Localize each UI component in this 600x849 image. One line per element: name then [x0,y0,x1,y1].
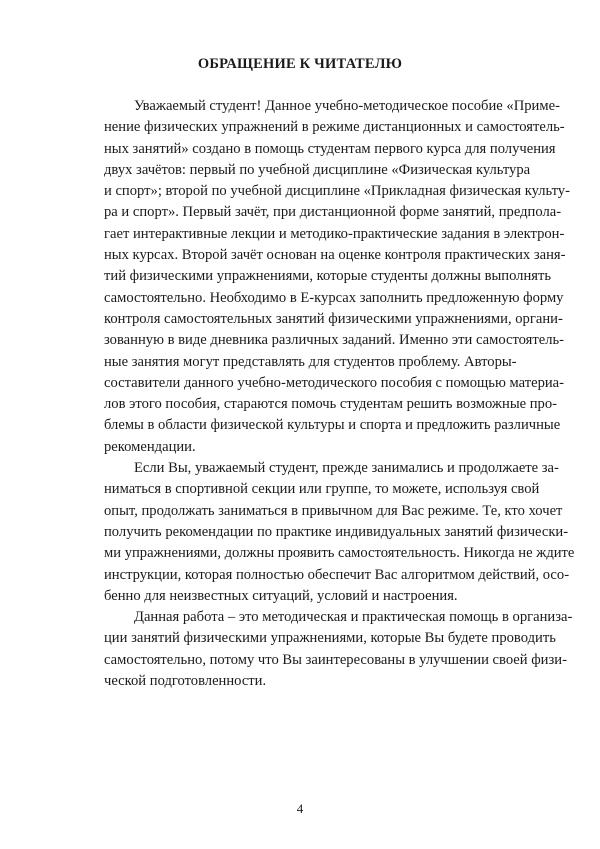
text-line: Уважаемый студент! Данное учебно-методическое пособие «Приме- [134,98,560,114]
text-line: ниматься в спортивной секции или группе, то можете, используя свой [104,481,540,498]
text-line: бенно для неизвестных ситуаций, условий и настроения. [104,587,458,604]
page-number: 4 [296,801,304,816]
text-line: ные занятия могут представлять для студентов проблему. Авторы- [104,353,517,370]
body-text [104,96,575,692]
text-line: составители данного учебно-методического пособия с помощью материа- [104,374,565,391]
text-line: ми упражнениями, должны проявить самостоятельность. Никогда не ждите [104,545,575,562]
text-line: ческой подготовленности. [104,673,267,690]
text-line: и спорт»; второй по учебной дисциплине «Прикладная физическая культу- [104,183,570,200]
text-line: рекомендации. [104,438,196,455]
text-line: зованную в виде дневника различных заданий. Именно эти самостоятель- [104,332,565,349]
text-line: нение физических упражнений в режиме дистанционных и самостоятель- [104,119,565,136]
text-line: тий физическими упражнениями, которые студенты должны выполнять [104,268,552,285]
text-line: двух зачётов: первый по учебной дисциплине «Физическая культура [104,161,531,178]
text-line: ных занятий» создано в помощь студентам первого курса для получения [104,140,556,157]
text-line: гает интерактивные лекции и методико-практические задания в электрон- [104,225,565,242]
text-line: Если Вы, уважаемый студент, прежде занимались и продолжаете за- [134,460,559,477]
paragraph-3 [104,607,573,692]
text-line: самостоятельно, потому что Вы заинтересованы в улучшении своей физи- [104,651,567,668]
text-line: получить рекомендации по практике индивидуальных занятий физически- [104,523,569,540]
paragraph-1 [104,96,570,458]
text-line: ции занятий физическими упражнениями, которые Вы будете проводить [104,630,556,647]
paragraph-2 [104,458,575,607]
text-line: контроля самостоятельных занятий физическими упражнениями, органи- [104,310,563,327]
text-line: блемы в области физической культуры и спорта и предложить различные [104,417,561,434]
text-line: Данная работа – это методическая и практическая помощь в организа- [134,609,573,626]
text-line: опыт, продолжать заниматься в привычном для Вас режиме. Те, кто хочет [104,502,563,519]
page-title: ОБРАЩЕНИЕ К ЧИТАТЕЛЮ [197,56,403,72]
text-line: самостоятельно. Необходимо в Е-курсах заполнить предложенную форму [104,289,564,306]
text-line: ра и спорт». Первый зачёт, при дистанционной форме занятий, предпола- [104,204,562,221]
text-line: лов этого пособия, стараются помочь студентам решить возможные про- [104,396,558,413]
text-line: ных курсах. Второй зачёт основан на оценке контроля практических заня- [104,247,566,264]
text-line: инструкции, которая полностью обеспечит Вас алгоритмом действий, осо- [104,566,570,583]
